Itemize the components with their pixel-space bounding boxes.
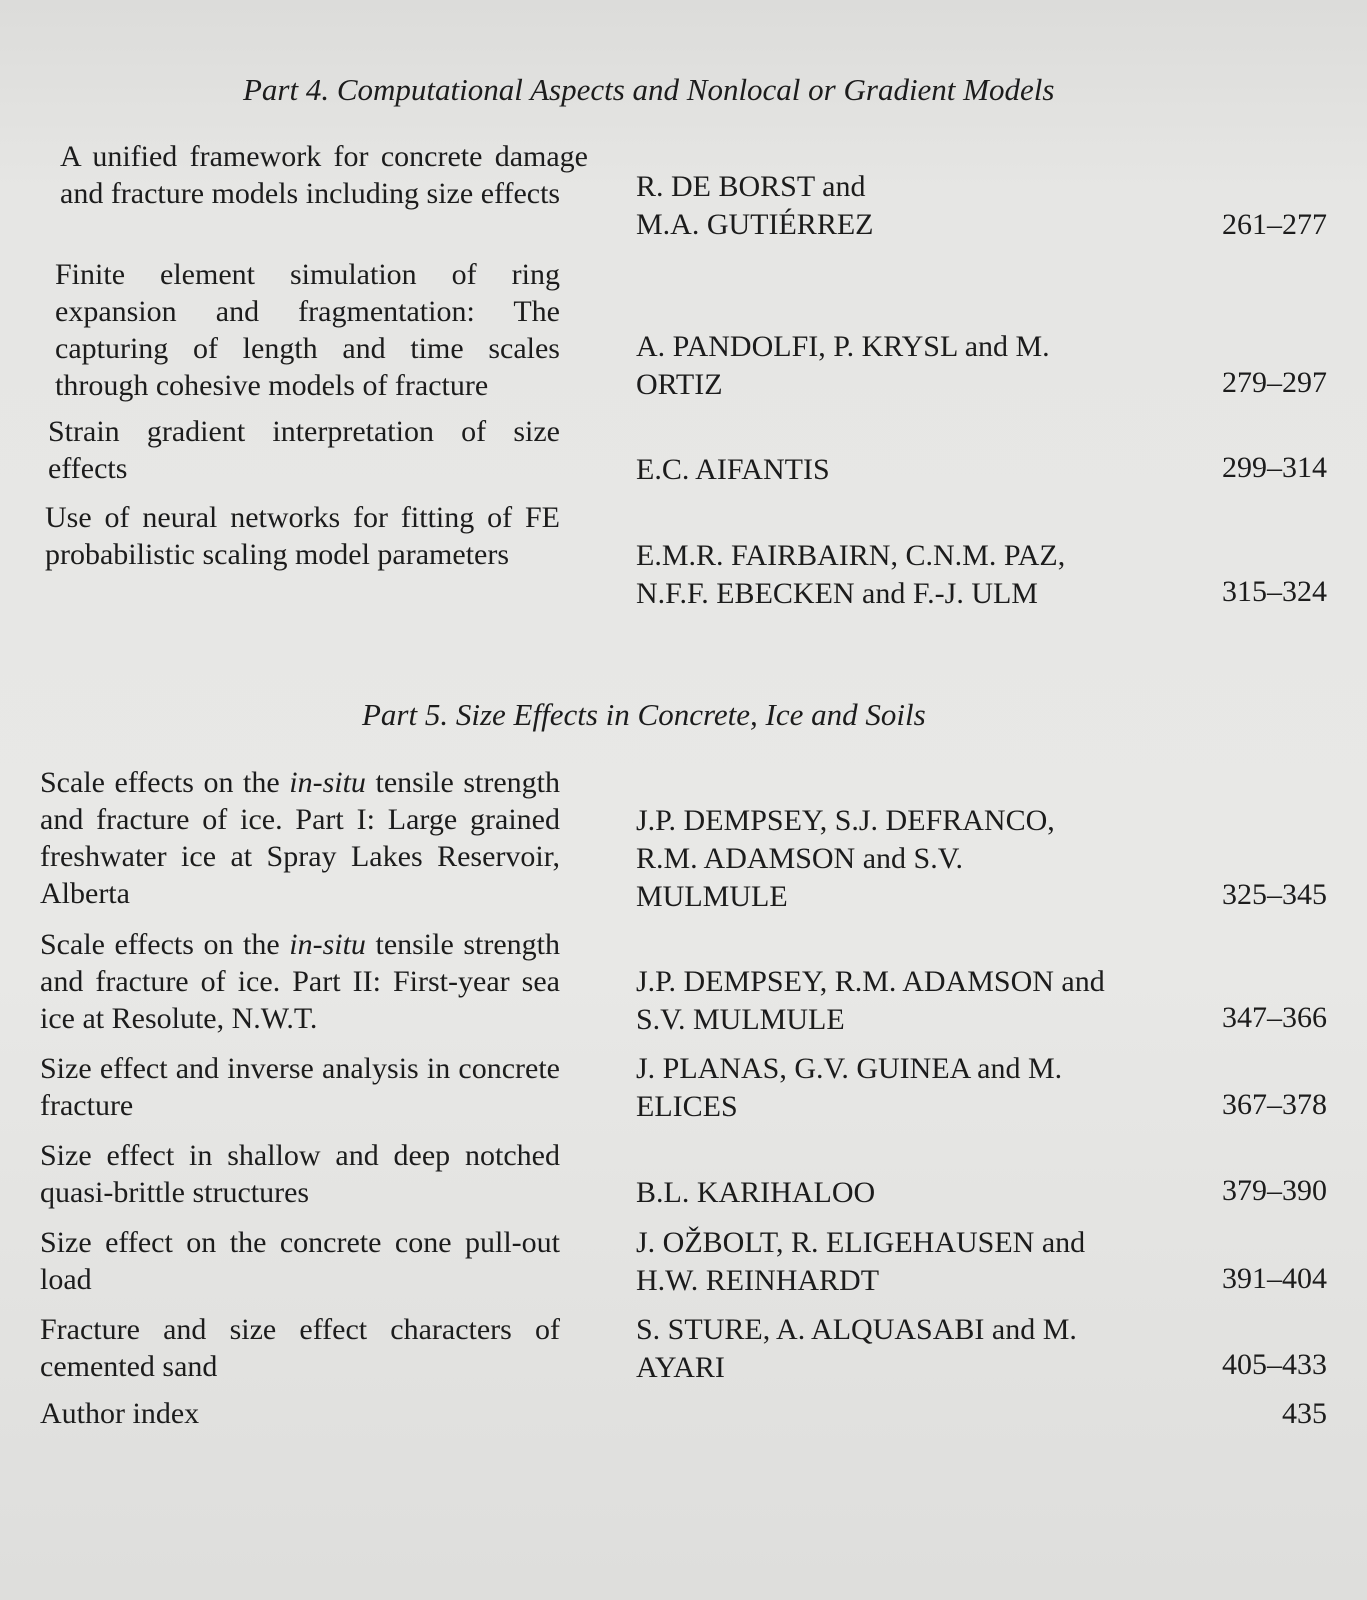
- entry-authors: B.L. KARIHALOO: [636, 1176, 876, 1209]
- entry-title: Size effect in shallow and deep notched quasi-brittle structures: [40, 1139, 560, 1209]
- entry-authors: R. DE BORST and M.A. GUTIÉRREZ: [636, 170, 874, 241]
- entry-pages: 347–366: [1222, 1001, 1327, 1034]
- entry-title: Size effect on the concrete cone pull-out load: [40, 1226, 560, 1296]
- entry-authors: E.C. AIFANTIS: [636, 453, 830, 486]
- entry-pages: 299–314: [1222, 451, 1327, 484]
- entry-authors: S. STURE, A. ALQUASABI and M. AYARI: [636, 1313, 1077, 1384]
- part-4-heading: Part 4. Computational Aspects and Nonlocal or Gradient Models: [243, 72, 1055, 107]
- entry-pages: 379–390: [1222, 1174, 1327, 1207]
- entry-title: Scale effects on the in-situ tensile strength and fracture of ice. Part II: First-year sea ice at Resolute, N.W.T.: [40, 928, 560, 1035]
- italic-term: in-situ: [289, 928, 366, 961]
- entry-title: Size effect and inverse analysis in concrete fracture: [40, 1052, 560, 1122]
- entry-authors: E.M.R. FAIRBAIRN, C.N.M. PAZ, N.F.F. EBECKEN and F.-J. ULM: [636, 539, 1066, 610]
- entry-pages: 315–324: [1222, 575, 1327, 608]
- part-5-heading: Part 5. Size Effects in Concrete, Ice and Soils: [362, 697, 926, 732]
- entry-authors: J. PLANAS, G.V. GUINEA and M. ELICES: [636, 1052, 1063, 1123]
- entry-authors: J.P. DEMPSEY, R.M. ADAMSON and S.V. MULMULE: [636, 965, 1105, 1036]
- entry-title: Finite element simulation of ring expansion and fragmentation: The capturing of length and time scales through cohesive models of fracture: [55, 258, 560, 402]
- italic-term: in-situ: [289, 766, 366, 799]
- author-index-label: Author index: [40, 1397, 200, 1430]
- entry-pages: 261–277: [1222, 208, 1327, 241]
- entry-authors: A. PANDOLFI, P. KRYSL and M. ORTIZ: [636, 330, 1050, 401]
- entry-title: Fracture and size effect characters of cemented sand: [40, 1313, 560, 1383]
- entry-pages: 405–433: [1222, 1348, 1327, 1381]
- entry-pages: 325–345: [1222, 878, 1327, 911]
- entry-pages: 279–297: [1222, 366, 1327, 399]
- entry-authors: J. OŽBOLT, R. ELIGEHAUSEN and H.W. REINHARDT: [636, 1226, 1086, 1297]
- entry-title: A unified framework for concrete damage and fracture models including size effects: [60, 140, 588, 210]
- author-index-page: 435: [1282, 1397, 1327, 1430]
- entry-title: Use of neural networks for fitting of FE probabilistic scaling model parameters: [45, 501, 560, 571]
- entry-pages: 391–404: [1222, 1262, 1327, 1295]
- entry-title: Scale effects on the in-situ tensile strength and fracture of ice. Part I: Large grained freshwater ice at Spray Lakes Reservoir, Alberta: [40, 766, 560, 910]
- entry-pages: 367–378: [1222, 1088, 1327, 1121]
- entry-title: Strain gradient interpretation of size effects: [48, 415, 560, 485]
- entry-authors: J.P. DEMPSEY, S.J. DEFRANCO, R.M. ADAMSON and S.V. MULMULE: [636, 804, 1055, 913]
